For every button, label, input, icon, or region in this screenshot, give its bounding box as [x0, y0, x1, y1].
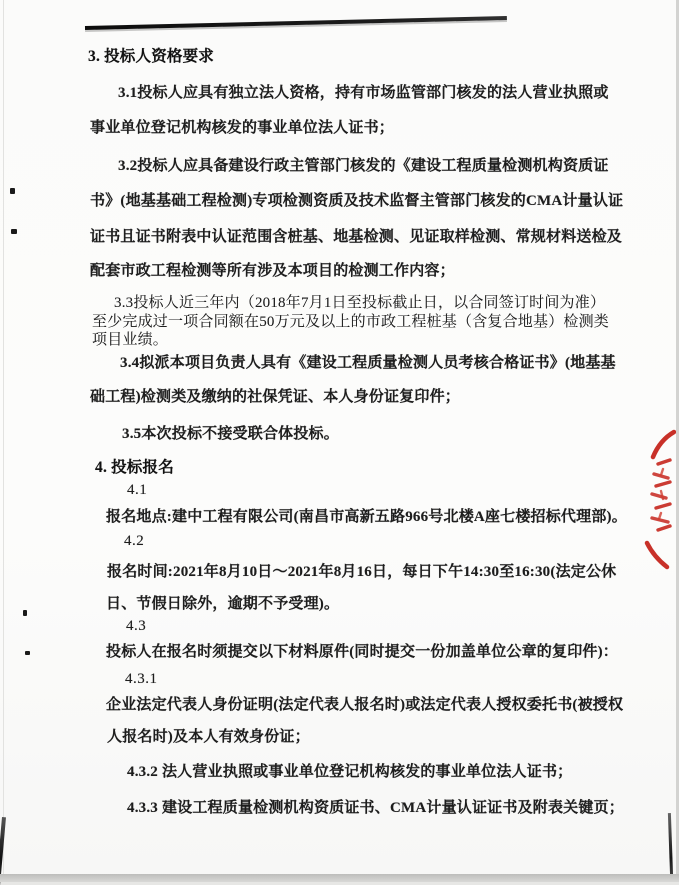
clause-number: 4.2: [124, 533, 145, 549]
doc-line: 企业法定代表人身份证明(法定代表人报名时)或法定代表人授权委托书(被授权: [106, 697, 624, 713]
ink-speck: [25, 651, 30, 655]
doc-line: 3.2投标人应具备建设行政主管部门核发的《建设工程质量检测机构资质证: [118, 158, 609, 174]
doc-line: 报名地点:建中工程有限公司(南昌市高新五路966号北楼A座七楼招标代理部)。: [106, 509, 627, 525]
doc-line: 配套市政工程检测等所有涉及本项目的检测工作内容；: [90, 263, 455, 279]
doc-line: 投标人在报名时须提交以下材料原件(同时提交一份加盖单位公章的复印件)：: [106, 644, 618, 660]
page-bottom-edge: [0, 874, 679, 882]
doc-line: 础工程)检测类及缴纳的社保凭证、本人身份证复印件；: [90, 389, 460, 405]
clause-number: 4.3.1: [125, 671, 158, 687]
doc-line: 项目业绩。: [92, 332, 169, 348]
doc-line: 书》(地基基础工程检测)专项检测资质及技术监督主管部门核发的CMA计量认证: [90, 193, 624, 209]
doc-line: 至少完成过一项合同额在50万元及以上的市政工程桩基（含复合地基）检测类: [92, 314, 610, 330]
doc-line: 4.3.3 建设工程质量检测机构资质证书、CMA计量认证证书及附表关键页；: [127, 800, 624, 816]
doc-line: 人报名时)及本人有效身份证；: [107, 729, 310, 745]
page-left-edge: [3, 0, 4, 874]
doc-line: 3.5本次投标不接受联合体投标。: [122, 426, 339, 442]
doc-line: 日、节假日除外，逾期不予受理)。: [106, 596, 340, 612]
clause-number: 4.1: [127, 482, 148, 498]
doc-line: 3.4拟派本项目负责人具有《建设工程质量检测人员考核合格证书》(地基基: [120, 355, 616, 371]
ink-speck: [10, 188, 15, 194]
doc-line: 证书且证书附表中认证范围含桩基、地基检测、见证取样检测、常规材料送检及: [90, 229, 623, 245]
section-3-heading: 3. 投标人资格要求: [88, 48, 215, 65]
doc-line: 3.1投标人应具有独立法人资格，持有市场监管部门核发的法人营业执照或: [118, 85, 609, 101]
ink-speck: [11, 229, 17, 234]
doc-line: 3.3投标人近三年内（2018年7月1日至投标截止日，以合同签订时间为准）: [114, 295, 606, 311]
clause-number: 4.3: [126, 618, 147, 634]
doc-line: 报名时间:2021年8月10日～2021年8月16日，每日下午14:30至16:30(法定公休: [107, 564, 617, 580]
red-seal-stamp-icon: [643, 429, 677, 571]
section-4-heading: 4. 投标报名: [95, 459, 174, 476]
doc-line: 事业单位登记机构核发的事业单位法人证书；: [90, 120, 395, 136]
doc-line: 4.3.2 法人营业执照或事业单位登记机构核发的事业单位法人证书；: [127, 764, 573, 780]
ink-speck: [23, 610, 27, 616]
